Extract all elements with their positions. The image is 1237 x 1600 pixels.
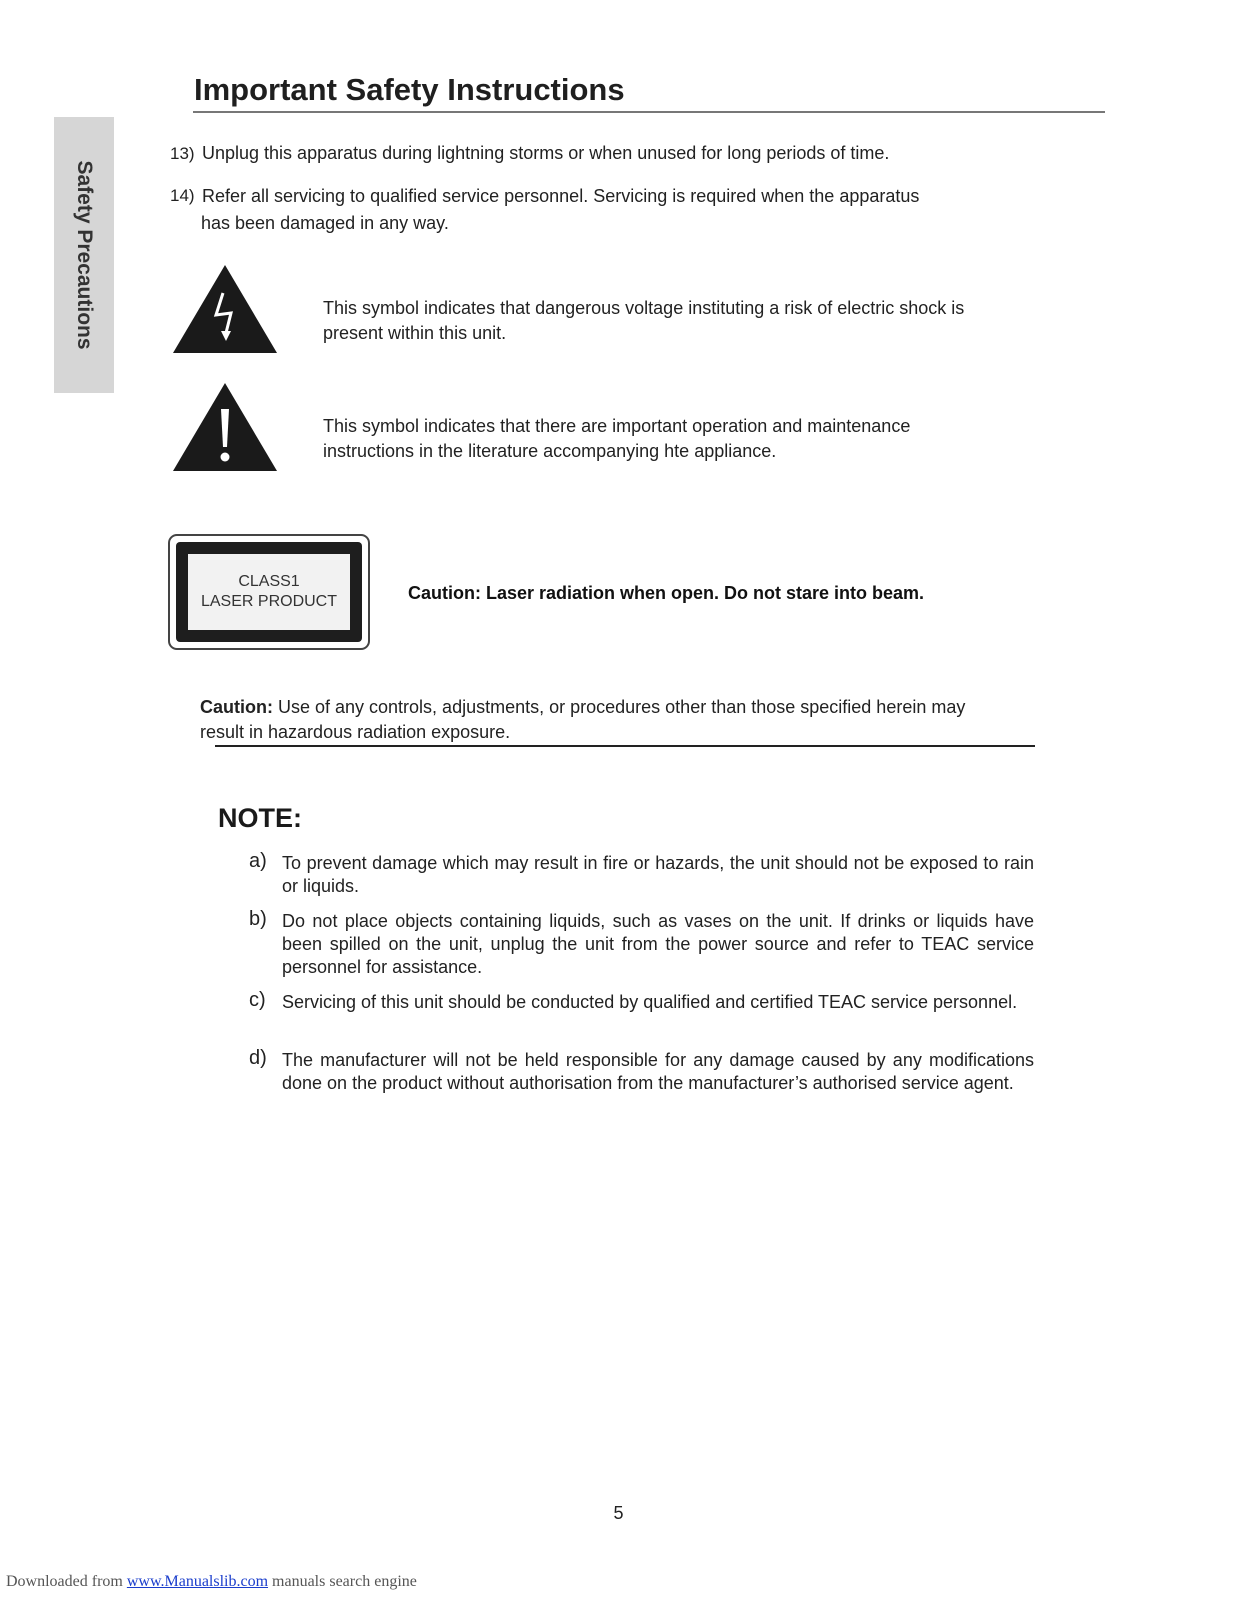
note-item — [249, 852, 1034, 898]
item-14-text — [202, 183, 1002, 237]
lightning-warning-icon — [171, 263, 279, 355]
footer-suffix: manuals search engine — [268, 1573, 417, 1590]
note-item — [249, 991, 1034, 1014]
shock-symbol-description: This symbol indicates that dangerous voltage instituting a risk of electric shock is present within this unit. — [323, 298, 965, 343]
caution-divider — [215, 745, 1035, 747]
note-letter: b) — [249, 908, 267, 930]
item-14-number: 14) — [170, 186, 195, 205]
manualslib-link[interactable]: www.Manualslib.com — [126, 1573, 269, 1590]
laser-caution: Caution: Laser radiation when open. Do not stare into beam. — [408, 583, 925, 603]
side-tab-label: Safety Precautions — [73, 160, 96, 350]
note-item — [249, 910, 1034, 979]
item-13-text: Unplug this apparatus during lightning storms or when unused for long periods of time. — [202, 143, 890, 163]
note-text: Do not place objects containing liquids, such as vases on the unit. If drinks or liquids have been spilled on the unit, unplug the unit from the power source and refer to TEAC service personnel for assistance. — [282, 911, 1034, 977]
exclamation-symbol-description: This symbol indicates that there are important operation and maintenance instructions in the literature accompanying hte appliance. — [323, 416, 911, 461]
page-title: Important Safety Instructions — [194, 72, 625, 107]
note-text: Servicing of this unit should be conducted by qualified and certified TEAC service personnel. — [282, 992, 1018, 1012]
note-heading: NOTE: — [218, 803, 302, 833]
footer-prefix: Downloaded from — [6, 1573, 127, 1590]
caution-paragraph: Caution: Use of any controls, adjustments, or procedures other than those specified herein may result in hazardous radiation exposure. — [200, 697, 966, 742]
laser-product-label — [168, 534, 370, 650]
footer — [6, 1573, 417, 1591]
side-tab — [54, 117, 114, 393]
caution-label: Caution: — [200, 697, 273, 717]
note-item — [249, 1049, 1034, 1095]
note-letter: a) — [249, 850, 267, 872]
laser-label-line1: CLASS1 — [238, 573, 300, 590]
item-13-number: 13) — [170, 144, 195, 163]
note-text: To prevent damage which may result in fire or hazards, the unit should not be exposed to rain or liquids. — [282, 853, 1034, 896]
exclamation-warning-icon — [171, 381, 279, 473]
page-number: 5 — [613, 1503, 624, 1523]
item-14-line2: has been damaged in any way. — [201, 213, 449, 233]
laser-label-line2: LASER PRODUCT — [200, 593, 338, 610]
note-text: The manufacturer will not be held responsible for any damage caused by any modifications done on the product without authorisation from the manufacturer’s authorised service agent. — [282, 1050, 1034, 1093]
title-divider — [193, 111, 1105, 113]
note-letter: c) — [249, 989, 266, 1011]
item-14-line1: Refer all servicing to qualified service personnel. Servicing is required when the apparatus — [202, 186, 920, 206]
note-letter: d) — [249, 1047, 267, 1069]
